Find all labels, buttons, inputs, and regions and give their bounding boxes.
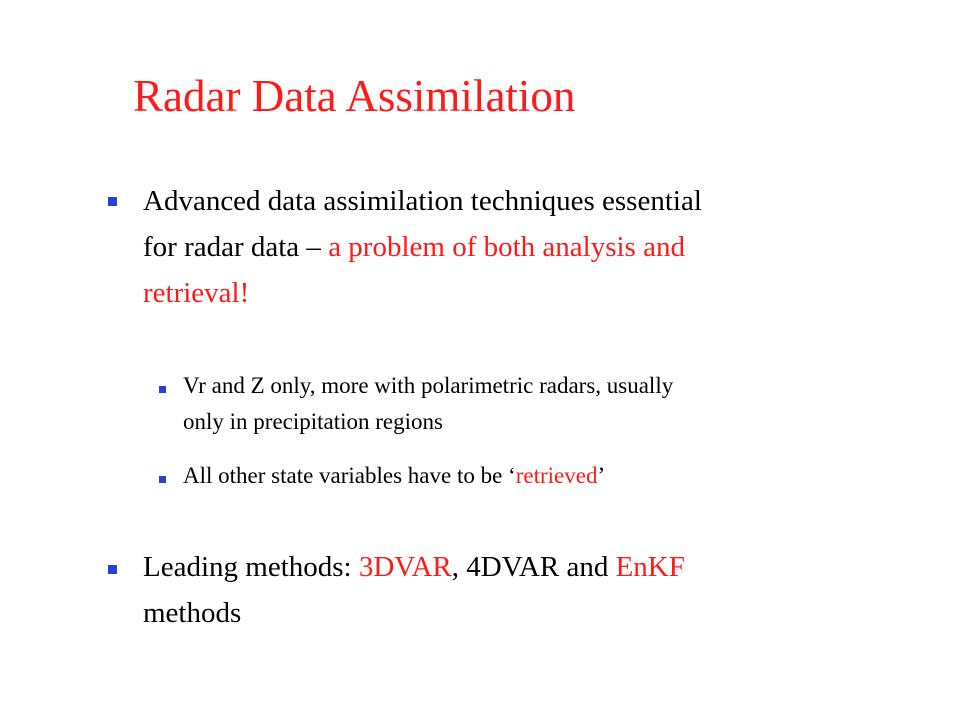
sub-bullet-2-highlight: retrieved [515,463,598,488]
bullet-marker [108,197,117,206]
sub-bullet-marker [159,386,166,393]
bullet-1-text: Advanced data assimilation techniques essential [143,185,702,217]
bullet-1-highlight-end: retrieval! [143,277,250,309]
bullet-1-highlight: a problem of both analysis and [328,231,685,263]
sub-bullet-2-line [183,459,605,492]
sub-bullet-1-line-2 [183,405,443,438]
slide-title: Radar Data Assimilation [133,71,576,121]
sub-bullet-1-text-cont: only in precipitation regions [183,409,443,434]
bullet-1-line-2 [143,226,685,269]
sub-bullet-2-prefix: All other state variables have to be ‘ [183,463,516,488]
bullet-1-text-prefix: for radar data – [143,231,329,263]
bullet-1-line-1 [143,180,702,223]
bullet-2-method-enkf: EnKF [615,551,685,583]
sub-bullet-1-text: Vr and Z only, more with polarimetric radars, usually [183,373,674,398]
bullet-1-line-3 [143,272,249,315]
bullet-2-line-1 [143,546,685,589]
bullet-2-line-2 [143,592,241,635]
bullet-marker [108,565,117,574]
bullet-2-text-cont: methods [143,597,242,629]
bullet-2-mid: , 4DVAR and [451,551,616,583]
sub-bullet-2-suffix: ’ [597,463,606,488]
bullet-2-prefix: Leading methods: [143,551,359,583]
bullet-2-method-3dvar: 3DVAR [358,551,452,583]
sub-bullet-1-line-1 [183,369,673,402]
sub-bullet-marker [159,476,166,483]
